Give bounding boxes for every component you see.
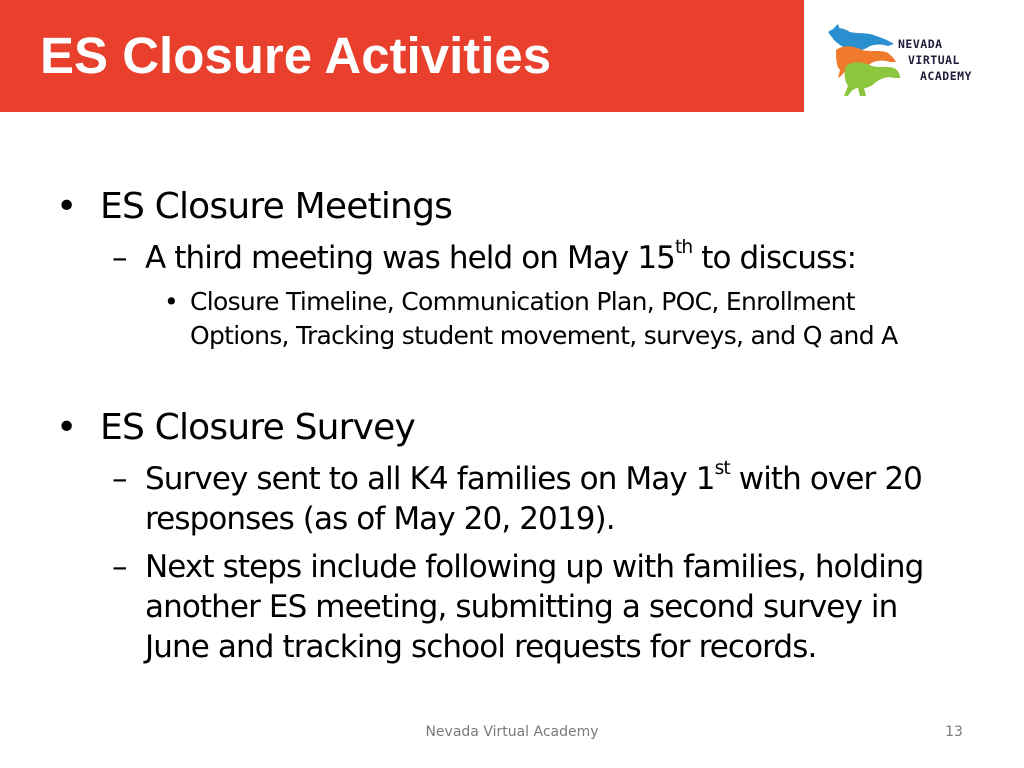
survey-item-line-2: responses (as of May 20, 2019).: [145, 501, 615, 537]
page-number: 13: [945, 724, 963, 740]
meeting-topics-line-1: Closure Timeline, Communication Plan, POC, Enrollment: [190, 287, 855, 316]
logo-line-1: NEVADA: [898, 37, 943, 51]
next-steps-line-2: another ES meeting, submitting a second survey in: [145, 589, 898, 625]
dash-icon: –: [112, 549, 127, 585]
bullet-icon: •: [56, 186, 77, 227]
logo-line-3: ACADEMY: [920, 69, 972, 83]
meeting-topics-line-2: Options, Tracking student movement, surveys, and Q and A: [190, 321, 898, 350]
dash-icon: –: [112, 461, 127, 497]
logo-line-2: VIRTUAL: [908, 53, 960, 67]
dash-icon: –: [112, 240, 127, 276]
bullet-icon: •: [56, 407, 77, 448]
sub-bullet-icon: •: [164, 287, 179, 316]
next-steps-line-1: Next steps include following up with families, holding: [145, 549, 924, 585]
footer-text: Nevada Virtual Academy: [425, 724, 599, 740]
slide-title: ES Closure Activities: [40, 27, 552, 84]
meeting-item: A third meeting was held on May 15th to discuss:: [145, 236, 857, 276]
survey-item-line-1: Survey sent to all K4 families on May 1st with over 20: [145, 457, 922, 497]
section-heading-survey: ES Closure Survey: [100, 407, 416, 448]
next-steps-line-3: June and tracking school requests for records.: [145, 629, 817, 665]
section-heading-meetings: ES Closure Meetings: [100, 186, 453, 227]
